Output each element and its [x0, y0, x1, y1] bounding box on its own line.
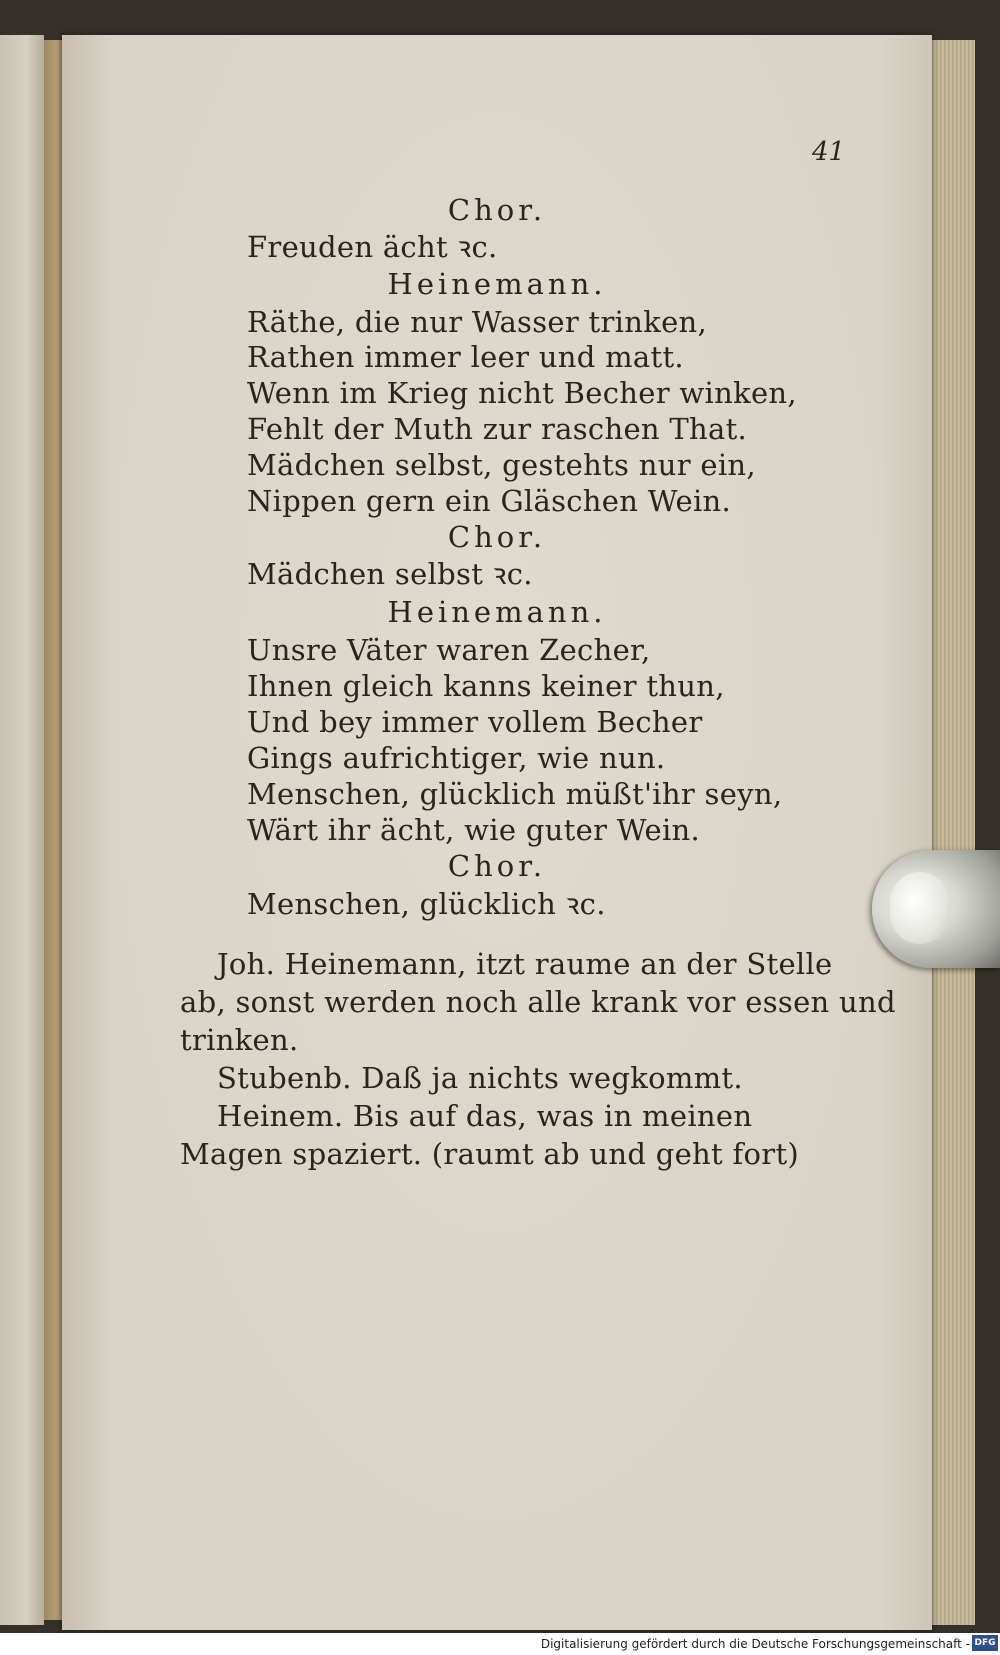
- verse-line: Ihnen gleich kanns keiner thun,: [247, 669, 725, 703]
- verse-line: Und bey immer vollem Becher: [247, 705, 703, 739]
- prose-line: Stubenb. Daß ja nichts wegkommt.: [217, 1061, 743, 1095]
- scanner-clamp: [872, 850, 1000, 968]
- prose-line: Heinem. Bis auf das, was in meinen: [217, 1099, 753, 1133]
- speaker-heading-heinemann: Heinemann.: [387, 267, 607, 301]
- dfg-logo: DFG: [972, 1635, 998, 1651]
- speaker-heading-chor: Chor.: [447, 193, 547, 227]
- verse-line: Mädchen selbst ꝛc.: [247, 557, 533, 591]
- verse-line: Räthe, die nur Wasser trinken,: [247, 305, 708, 339]
- speaker-heading-chor: Chor.: [447, 849, 547, 883]
- prose-line: trinken.: [180, 1023, 299, 1057]
- verse-line: Mädchen selbst, gestehts nur ein,: [247, 448, 756, 482]
- verse-line: Unsre Väter waren Zecher,: [247, 633, 651, 667]
- verse-line: Nippen gern ein Gläschen Wein.: [247, 484, 732, 518]
- left-page-edge: [0, 35, 44, 1625]
- prose-line: Magen spaziert. (raumt ab und geht fort): [180, 1137, 800, 1171]
- verse-line: Menschen, glücklich müßt'ihr seyn,: [247, 777, 783, 811]
- clamp-highlight: [890, 872, 950, 944]
- page-number: 41: [812, 137, 846, 167]
- page-stack-edge: [925, 40, 975, 1625]
- verse-line: Gings aufrichtiger, wie nun.: [247, 741, 666, 775]
- speaker-heading-heinemann: Heinemann.: [387, 595, 607, 629]
- verse-line: Rathen immer leer und matt.: [247, 340, 684, 374]
- verse-line: Menschen, glücklich ꝛc.: [247, 887, 606, 921]
- speaker-heading-chor: Chor.: [447, 520, 547, 554]
- verse-line: Freuden ächt ꝛc.: [247, 230, 498, 264]
- prose-line: ab, sonst werden noch alle krank vor essen und: [180, 985, 896, 1019]
- footer-credit: Digitalisierung gefördert durch die Deutsche Forschungsgemeinschaft -: [540, 1637, 970, 1651]
- book-page: [62, 35, 932, 1630]
- prose-line: Joh. Heinemann, itzt raume an der Stelle: [217, 947, 833, 981]
- verse-line: Wärt ihr ächt, wie guter Wein.: [247, 813, 701, 847]
- verse-line: Wenn im Krieg nicht Becher winken,: [247, 376, 797, 410]
- verse-line: Fehlt der Muth zur raschen That.: [247, 412, 748, 446]
